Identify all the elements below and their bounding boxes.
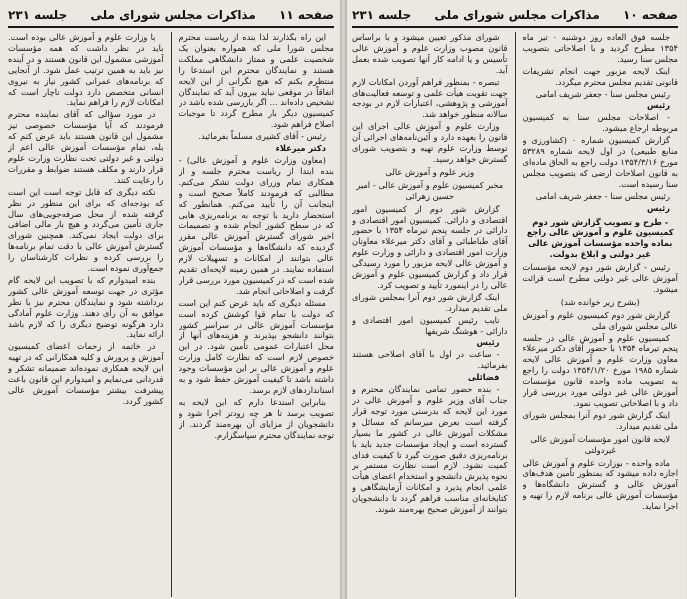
page-running-title: مذاکرات مجلس شورای ملی [434,8,600,22]
paragraph: بنابراین استدعا دارم که این لایحه به تصویب برسد تا هر چه زودتر اجرا شود و دانشجویان از مزایای آن بهره‌مند گردند. از توجه نمایندگان محترم سپاسگزارم. [178,396,334,440]
paragraph: گزارش شور دوم از کمیسیون امور اقتصادی و دارائی. کمیسیون امور اقتصادی و دارائی در جلسه پنجم تیرماه ۱۳۵۴ با حضور آقای طباطبائی و آقای دکتر میرعلاء معاونان وزارت امور اقتصادی و دارائی و وزارت علوم و آموزش عالی لایحه مزبور را مورد رسیدگی قرار داد و گزارش کمیسیون علوم و آموزش عالی را در اینمورد تأیید و تصویب کرد. [352,203,508,290]
paragraph: اینک گزارش شور دوم آنرا بمجلس شورای ملی تقدیم میدارد. [352,291,508,313]
centered-line: مخبر کمیسیون علوم و آموزش عالی - امیر حسین زهرائی [356,179,504,201]
paragraph: گزارش شور دوم کمیسیون علوم و آموزش عالی مجلس شورای ملی [522,309,678,331]
paragraph: اینک گزارش شور دوم آنرا بمجلس شورای ملی تقدیم میدارد. [522,409,678,431]
paragraph: - اصلاحات مجلس سنا به کمیسیون مربوطه ارجاع میشود. [522,112,678,134]
text-column [352,32,508,597]
session-number: جلسه ۲۳۱ [352,8,412,22]
centered-line: وزیر علوم و آموزش عالی [385,166,475,177]
paragraph: بنده امیدوارم که با تصویب این لایحه گام مؤثری در جهت توسعه آموزش عالی کشور برداشته شود و نمایندگان محترم نیز با نظر موافق به آن رأی دهند. وزارت علوم آمادگی دارد هرگونه توضیح دیگری را که لازم باشد ارائه نماید. [8,274,164,340]
paragraph: تبصره - بمنظور فراهم آوردن امکانات لازم جهت تقویت هیأت علمی و توسعه فعالیت‌های آموزشی و پژوهشی، اعتبارات لازم در بودجه سالانه منظور خواهد شد. [352,76,508,120]
paragraph: گزارش کمیسیون شماره ۰ (کشاورزی و منابع طبیعی) در اول لایحه شماره ۵۳۲۸۹ مورخ ۱۳۵۴/۳/۱۶ دولت راجع به الحاق ماده‌ای به قانون اصلاحات ارضی که بتصویب مجلس سنا رسیده است. [522,135,678,189]
section-heading: - طرح و تصویب گزارش شور دوم کمیسیون علوم و آموزش عالی راجع بماده واحده مؤسسات آموزش عالی غیر دولتی و ابلاغ بدولت. [526,216,674,260]
column-divider [171,32,172,597]
page-header [352,4,678,28]
page-right [343,0,686,599]
paragraph: کمیسیون علوم و آموزش عالی در جلسه پنجم تیرماه ۱۳۵۴ با حضور آقای دکتر میرعلاء معاون وزارت علوم و آموزش عالی لایحه شماره ۱۹۸۵ مورخ ۱۳۵۴/۱/۲۰ دولت را راجع به تصویب ماده واحده قانون مؤسسات آموزش عالی غیر دولتی مورد بررسی قرار داد و با اصلاحاتی تصویب نمود. [522,332,678,408]
page-number: صفحه ۱۱ [279,8,334,22]
paragraph: - ساعت در اول با آقای اصلاحی هستند بفرمائید. [352,349,508,371]
paragraph: رئیس مجلس سنا - جعفر شریف امامی [535,88,670,99]
speaker-name: فضائلی [467,372,500,383]
paragraph: با وزارت علوم و آموزش عالی بوده است. باید در نظر داشت که همه مؤسسات آموزشی مشمول این قانون هستند و در آینده نیز باید به همین ترتیب عمل شود. از آنجایی که برنامه‌های عمرانی کشور نیاز به نیروی انسانی متخصص دارد دولت ناچار است که امکانات لازم را فراهم نماید. [8,32,164,108]
speaker-name: دکتر میرعلاء [275,143,326,154]
page-left [0,0,343,599]
paragraph: در مورد سؤالی که آقای نماینده محترم فرمودند که آیا مؤسسات خصوصی نیز مشمول این قانون هستند باید عرض کنم که بله، تمام مؤسسات آموزش عالی اعم از دولتی و غیر دولتی تحت نظارت وزارت علوم قرار دارند و مکلف هستند ضوابط و مقررات را رعایت کنند. [8,109,164,185]
page-number: صفحه ۱۰ [623,8,678,22]
text-column [8,32,164,597]
paragraph: این راه بگذارند لذا بنده از ریاست محترم مجلس شورا ملی که همواره بعنوان یک شخصیت علمی و ممتاز دانشگاهی مملکت هستند و نمایندگان محترم این استدعا را منتظرم بکنم که هیچ نگرانی از این لایحه اتفاقاً در موقعی نباید بیرون آید که نمایندگان تشخیص داده‌اند ... اگر بازرسی شده باشد در کمیسیون دیگر بار مطرح گردد تا موجبات اصلاح فراهم شود. [178,32,334,130]
paragraph: نایب رئیس کمیسیون امور اقتصادی و دارائی - هوشنگ شریفها [352,314,508,336]
paragraph: شورای مذکور تعیین میشود و با براساس قانون مصوب وزارت علوم و آموزش عالی تأسیس و یا ادامه کار آنها تصویب شده بعمل آید. [352,32,508,75]
session-number: جلسه ۲۳۱ [8,8,68,22]
book-gutter [340,0,347,599]
paragraph: وزارت علوم و آموزش عالی اجرای این قانون را بعهده دارد و آئین‌نامه‌های اجرائی آن توسط وزارت علوم تهیه و بتصویب شورای گسترش خواهد رسید. [352,121,508,164]
page-header [8,4,334,28]
text-column [179,32,335,597]
speaker-name: رئیس [476,337,500,348]
paragraph: اینک لایحه مزبور جهت انجام تشریفات قانونی تقدیم مجلس محترم میگردد. [522,65,678,87]
paragraph: رئیس - آقای کشیری مسلماً بفرمائید. [198,131,326,142]
paragraph: نکته دیگری که قابل توجه است این است که بودجه‌ای که برای این منظور در نظر گرفته شده از محل صرفه‌جویی‌های سال جاری تأمین می‌گردد و هیچ بار مالی اضافی برای دولت ایجاد نمی‌کند. همچنین شورای گسترش آموزش عالی با دقت تمام برنامه‌ها را بررسی کرده و نظرات کارشناسان را جمع‌آوری نموده است. [8,186,164,274]
speaker-name: رئیس [646,202,670,213]
paragraph: مسئله دیگری که باید عرض کنم این است که دولت با تمام قوا کوشش کرده است مؤسسات آموزش عالی در سراسر کشور بتوانند دانشجو بپذیرند و هزینه‌های آنها از محل اعتبارات عمومی تأمین شود. در این خصوص لازم است که نظارت کامل وزارت علوم و آموزش عالی بر این مؤسسات وجود داشته باشد تا کیفیت آموزش حفظ شود و به استانداردهای لازم برسد. [178,297,334,395]
paragraph: (معاون وزارت علوم و آموزش عالی) - بنده ابتدا از ریاست محترم جلسه و از همکاری تمام وزرای دولت تشکر می‌کنم. مطالبی که فرمودند کاملاً صحیح است و اینجانب آن را تأیید می‌کنم. همانطور که استحضار دارید با توجه به برنامه‌ریزی هایی که در سطح کشور انجام شده و تصمیمات اخیر شورای گسترش آموزش عالی مقرر گردیده که دانشگاه‌ها و مؤسسات آموزش عالی بتوانند از امکانات و تسهیلات لازم استفاده نمایند. در همین زمینه لایحه‌ای تقدیم شده است که در کمیسیون مورد بررسی قرار گرفت و اصلاحاتی انجام شد. [178,154,334,296]
paragraph: - بنده حضور تمامی نمایندگان محترم و جناب آقای وزیر علوم و آموزش عالی در مورد این لایحه که بدرستی مورد توجه قرار گرفته است بعرض میرسانم که مسائل و مشکلات آموزش عالی در کشور ما بسیار گسترده است و ایجاد مؤسسات جدید باید با برنامه‌ریزی دقیق صورت گیرد تا کیفیت فدای کمیت نشود. لازم است نظارت مستمر بر نحوه پذیرش دانشجو و استخدام اعضای هیأت علمی انجام پذیرد و امکانات آزمایشگاهی و کتابخانه‌ای مناسب فراهم گردد تا دانشجویان بتوانند از آموزش صحیح بهره‌مند شوند. [352,384,508,515]
page-running-title: مذاکرات مجلس شورای ملی [90,8,256,22]
paragraph: جلسه فوق العاده روز دوشنبه ۰ تیر ماه ۱۳۵۴ مطرح گردید و با اصلاحاتی بتصویب مجلس سنا رسید. [522,32,678,64]
paragraph: ماده واحده - بوزارت علوم و آموزش عالی اجازه داده میشود که بمنظور تأمین هدف‌های آموزش عالی و گسترش دانشگاه‌ها و مؤسسات آموزش عالی برنامه لازم را تهیه و اجرا نماید. [522,457,678,512]
centered-line: لایحه قانون امور مؤسسات آموزش عالی غیردولتی [530,433,671,455]
page-columns [8,32,334,597]
page-columns [352,32,678,597]
text-column [523,32,679,597]
centered-line: (بشرح زیر خوانده شد) [560,296,640,307]
paragraph: در خاتمه از زحمات اعضای کمیسیون آموزش و پرورش و کلیه همکارانی که در تهیه این لایحه همکاری نموده‌اند صمیمانه تشکر و قدردانی می‌نمایم و امیدوارم این قانون باعث پیشرفت بیشتر مؤسسات آموزش عالی کشور گردد. [8,341,164,406]
paragraph: رئیس - گزارش شور دوم لایحه مؤسسات آموزش عالی غیر دولتی مطرح است قرائت میشود. [522,262,678,294]
column-divider [515,32,516,597]
speaker-name: رئیس [646,100,670,111]
paragraph: رئیس مجلس سنا - جعفر شریف امامی [535,190,670,201]
